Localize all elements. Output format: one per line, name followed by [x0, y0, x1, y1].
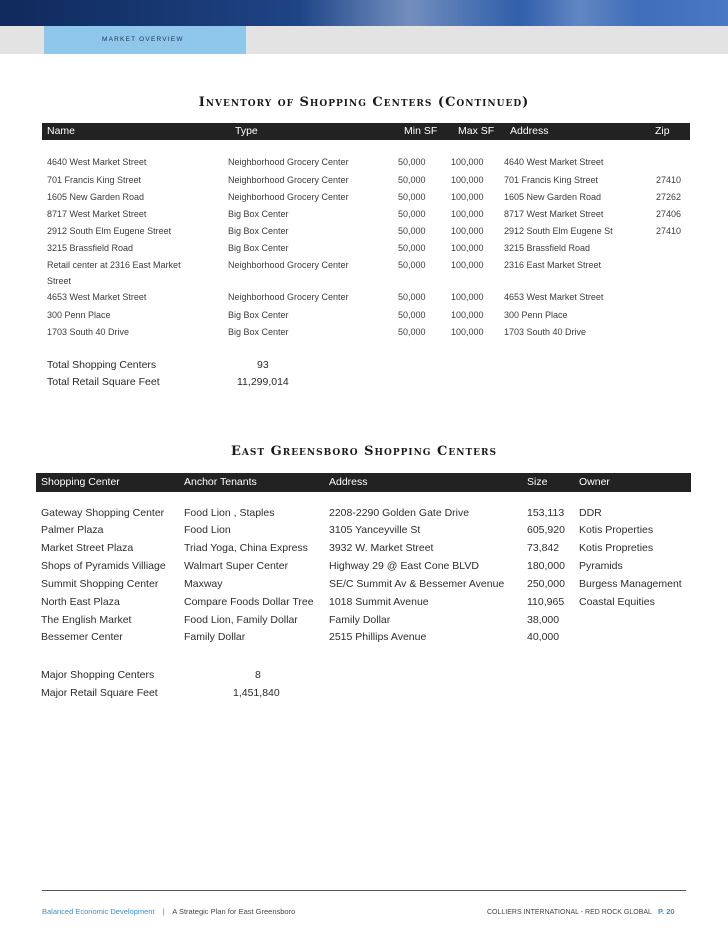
table-cell: 300 Penn Place [504, 310, 568, 320]
table-cell: 27406 [656, 209, 682, 219]
col-zip: Zip [655, 125, 670, 137]
footer-divider [42, 890, 686, 891]
table-row [36, 594, 691, 611]
table-cell: Neighborhood Grocery Center [228, 292, 349, 302]
major-centers-label: Major Shopping Centers [41, 669, 155, 681]
table-cell: 100,000 [451, 157, 484, 167]
table-cell: 1605 New Garden Road [504, 192, 602, 202]
major-centers-value: 8 [255, 669, 261, 681]
table-cell: 3215 Brassfield Road [504, 243, 591, 253]
footer-left [42, 907, 295, 916]
table-cell: 50,000 [398, 175, 426, 185]
table-cell: 1018 Summit Avenue [329, 596, 429, 608]
table-cell: Food Lion [184, 524, 231, 536]
table-row [36, 612, 691, 629]
table-cell: 100,000 [451, 209, 484, 219]
table-cell: 3215 Brassfield Road [47, 243, 134, 253]
table-cell: North East Plaza [41, 596, 120, 608]
table-cell: 153,113 [527, 507, 565, 519]
table-cell: The English Market [41, 614, 132, 626]
inventory-title: Inventory of Shopping Centers (Continued) [198, 95, 530, 110]
col-address: Address [329, 476, 368, 488]
footer-doc-subtitle: A Strategic Plan for East Greensboro [172, 907, 296, 916]
banner-highlight [300, 0, 520, 26]
footer-separator: | [162, 907, 165, 916]
table-cell: 1703 South 40 Drive [47, 327, 130, 337]
table-cell: 701 Francis King Street [504, 175, 599, 185]
table-cell: 50,000 [398, 310, 426, 320]
major-sf-label: Major Retail Square Feet [41, 687, 158, 699]
table-cell: SE/C Summit Av & Bessemer Avenue [329, 578, 505, 590]
footer-org: COLLIERS INTERNATIONAL - RED ROCK GLOBAL [487, 909, 652, 916]
table-cell: Food Lion , Staples [184, 507, 275, 519]
table-cell: 3932 W. Market Street [329, 542, 434, 554]
table-row [42, 154, 690, 171]
col-shopping-center: Shopping Center [41, 476, 120, 488]
table-cell: Food Lion, Family Dollar [184, 614, 298, 626]
table-cell: Gateway Shopping Center [41, 507, 165, 519]
table-cell: Coastal Equities [579, 596, 655, 608]
table-cell: 701 Francis King Street [47, 175, 142, 185]
table-row [36, 505, 691, 522]
table-row [36, 522, 691, 539]
table-cell: 27410 [656, 226, 682, 236]
table-cell: Retail center at 2316 East Market Street [47, 260, 181, 286]
total-sf-value: 11,299,014 [237, 376, 289, 388]
table-cell: 1605 New Garden Road [47, 192, 145, 202]
east-title: East Greensboro Shopping Centers [231, 444, 497, 459]
table-cell: 100,000 [451, 292, 484, 302]
total-centers-value: 93 [257, 359, 269, 371]
table-cell: 100,000 [451, 226, 484, 236]
col-address: Address [510, 125, 549, 137]
table-cell: 2208-2290 Golden Gate Drive [329, 507, 470, 519]
table-cell: DDR [579, 507, 602, 519]
col-min-sf: Min SF [404, 125, 438, 137]
table-cell: 8717 West Market Street [47, 209, 147, 219]
table-cell: Market Street Plaza [41, 542, 134, 554]
table-cell: 100,000 [451, 243, 484, 253]
table-cell: Neighborhood Grocery Center [228, 175, 349, 185]
table-cell: Family Dollar [184, 631, 246, 643]
table-row [42, 289, 690, 306]
table-cell: 50,000 [398, 327, 426, 337]
table-cell: 3105 Yanceyville St [329, 524, 421, 536]
page-number: P. 20 [658, 907, 675, 916]
table-cell: 300 Penn Place [47, 310, 111, 320]
section-tab-market-overview: MARKET OVERVIEW [44, 26, 246, 54]
table-cell: Family Dollar [329, 614, 391, 626]
table-cell: 4653 West Market Street [504, 292, 604, 302]
table-row [42, 172, 690, 189]
table-cell: 110,965 [527, 596, 565, 608]
table-row [42, 240, 690, 257]
table-cell: 27262 [656, 192, 682, 202]
table-cell: 50,000 [398, 226, 426, 236]
table-cell: 2515 Phillips Avenue [329, 631, 427, 643]
east-total-row [41, 685, 341, 702]
total-centers-label: Total Shopping Centers [47, 359, 157, 371]
col-name: Name [47, 125, 76, 137]
col-size: Size [527, 476, 548, 488]
table-cell: 1703 South 40 Drive [504, 327, 587, 337]
table-cell: 250,000 [527, 578, 565, 590]
major-sf-value: 1,451,840 [233, 687, 280, 699]
table-cell: 605,920 [527, 524, 565, 536]
table-cell: 2316 East Market Street [504, 260, 602, 270]
east-total-row [41, 667, 341, 684]
table-cell: Palmer Plaza [41, 524, 104, 536]
table-cell: 100,000 [451, 260, 484, 270]
table-cell: Bessemer Center [41, 631, 123, 643]
table-cell: 50,000 [398, 292, 426, 302]
col-anchor-tenants: Anchor Tenants [184, 476, 257, 488]
table-cell: Walmart Super Center [184, 560, 289, 572]
total-sf-label: Total Retail Square Feet [47, 376, 160, 388]
table-cell: 4640 West Market Street [504, 157, 604, 167]
top-banner [0, 0, 728, 26]
table-cell: Kotis Propreties [579, 542, 654, 554]
table-cell: Pyramids [579, 560, 623, 572]
footer-doc-title: Balanced Economic Development [42, 907, 155, 916]
table-cell: 50,000 [398, 209, 426, 219]
table-cell: Neighborhood Grocery Center [228, 192, 349, 202]
table-row [42, 324, 690, 341]
table-row [36, 629, 691, 646]
table-cell: Neighborhood Grocery Center [228, 157, 349, 167]
table-cell: Maxway [184, 578, 223, 590]
table-row [36, 540, 691, 557]
table-cell: Triad Yoga, China Express [184, 542, 308, 554]
table-cell: 2912 South Elm Eugene St [504, 226, 613, 236]
table-row [36, 558, 691, 575]
table-cell: 8717 West Market Street [504, 209, 604, 219]
table-cell: 27410 [656, 175, 682, 185]
table-cell: 40,000 [527, 631, 560, 643]
table-cell: 50,000 [398, 192, 426, 202]
table-cell: 73,842 [527, 542, 560, 554]
inventory-total-row [47, 357, 347, 374]
table-cell: 4640 West Market Street [47, 157, 147, 167]
table-cell: Summit Shopping Center [41, 578, 159, 590]
table-row [42, 189, 690, 206]
table-cell: Big Box Center [228, 226, 289, 236]
table-row [42, 257, 690, 286]
table-cell: Kotis Properties [579, 524, 654, 536]
table-cell: 2912 South Elm Eugene Street [47, 226, 172, 236]
footer-right [487, 907, 675, 916]
table-row [42, 206, 690, 223]
table-cell: 4653 West Market Street [47, 292, 147, 302]
table-cell: Big Box Center [228, 243, 289, 253]
table-cell: 100,000 [451, 192, 484, 202]
table-cell: 100,000 [451, 310, 484, 320]
table-cell: Shops of Pyramids Villiage [41, 560, 166, 572]
table-cell: 50,000 [398, 243, 426, 253]
table-cell: 38,000 [527, 614, 560, 626]
table-row [42, 223, 690, 240]
table-cell: Compare Foods Dollar Tree [184, 596, 314, 608]
table-cell: Highway 29 @ East Cone BLVD [329, 560, 479, 572]
table-cell: 50,000 [398, 157, 426, 167]
col-owner: Owner [579, 476, 610, 488]
table-cell: 100,000 [451, 175, 484, 185]
east-table-header [36, 473, 691, 492]
table-cell: 50,000 [398, 260, 426, 270]
table-row [36, 576, 691, 593]
table-cell: Burgess Management [579, 578, 682, 590]
table-cell: 100,000 [451, 327, 484, 337]
table-row [42, 307, 690, 324]
table-cell: Big Box Center [228, 327, 289, 337]
inventory-total-row [47, 374, 347, 391]
table-cell: Big Box Center [228, 310, 289, 320]
table-cell: 180,000 [527, 560, 565, 572]
table-cell: Big Box Center [228, 209, 289, 219]
banner-highlight-2 [520, 0, 640, 26]
col-type: Type [235, 125, 258, 137]
inventory-table-header [42, 123, 690, 140]
table-cell: Neighborhood Grocery Center [228, 260, 349, 270]
col-max-sf: Max SF [458, 125, 495, 137]
